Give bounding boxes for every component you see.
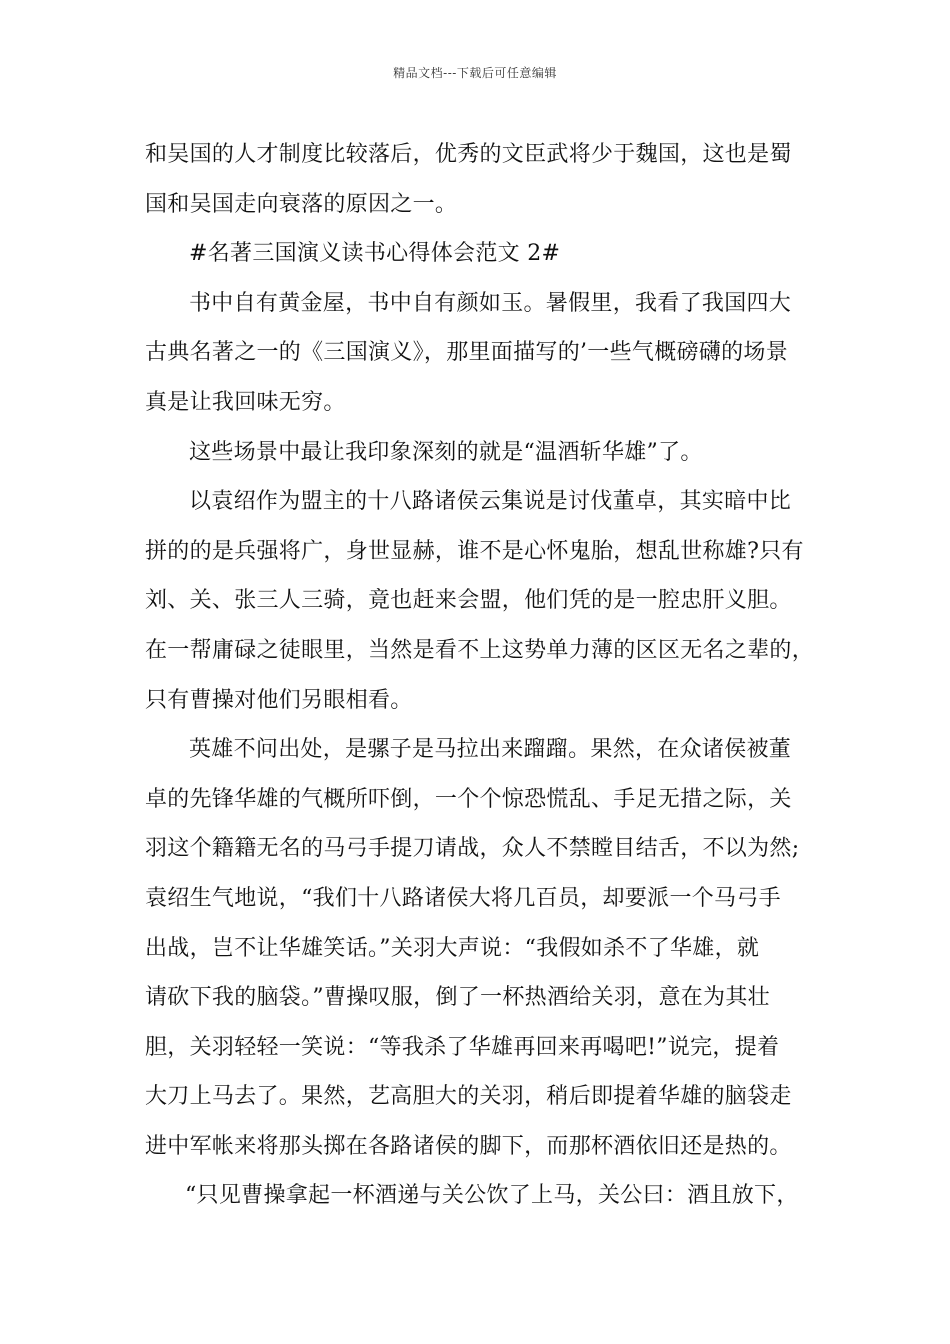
text-line: 和吴国的人才制度比较落后，优秀的文臣武将少于魏国，这也是蜀	[145, 142, 792, 167]
page-header: 精品文档---下载后可任意编辑	[393, 66, 557, 80]
text-line: 英雄不问出处，是骡子是马拉出来蹓蹓。果然，在众诸侯被董	[189, 737, 792, 763]
text-line: 拼的的是兵强将广，身世显赫，谁不是心怀鬼胎，想乱世称雄?只有	[145, 538, 804, 564]
text-line: 请砍下我的脑袋。”曹操叹服，倒了一杯热酒给关羽，意在为其壮	[145, 985, 770, 1011]
text-line: 古典名著之一的《三国演义》，那里面描写的’一些气概磅礴的场景	[145, 340, 788, 366]
text-line: 这些场景中最让我印象深刻的就是“温酒斩华雄”了。	[189, 439, 703, 465]
text-line: “只见曹操拿起一杯酒递与关公饮了上马，关公曰：酒且放下，	[185, 1183, 799, 1209]
body-text	[145, 130, 825, 1221]
text-line: 书中自有黄金屋，书中自有颜如玉。暑假里，我看了我国四大	[189, 290, 792, 316]
text-line: 出战，岂不让华雄笑话。”关羽大声说：“我假如杀不了华雄，就	[145, 935, 760, 961]
text-line: 刘、关、张三人三骑，竟也赶来会盟，他们凭的是一腔忠肝义胆。	[145, 588, 792, 614]
text-line: 胆，关羽轻轻一笑说：“等我杀了华雄再回来再喝吧!”说完，提着	[145, 1034, 780, 1060]
text-line: 以袁绍作为盟主的十八路诸侯云集说是讨伐董卓，其实暗中比	[189, 489, 792, 515]
text-line: 大刀上马去了。果然，艺高胆大的关羽，稍后即提着华雄的脑袋走	[145, 1084, 792, 1110]
text-line: 羽这个籍籍无名的马弓手提刀请战，众人不禁瞠目结舌，不以为然;	[145, 836, 800, 862]
section-heading: #名著三国演义读书心得体会范文 2#	[189, 241, 561, 267]
text-line: 只有曹操对他们另眼相看。	[145, 687, 413, 713]
text-line: 在一帮庸碌之徒眼里，当然是看不上这势单力薄的区区无名之辈的，	[145, 637, 815, 663]
text-line: 国和吴国走向衰落的原因之一。	[145, 191, 458, 217]
text-line: 卓的先锋华雄的气概所吓倒，一个个惊恐慌乱、手足无措之际，关	[145, 786, 792, 812]
text-line: 真是让我回味无穷。	[145, 389, 346, 415]
text-line: 进中军帐来将那头掷在各路诸侯的脚下，而那杯酒依旧还是热的。	[145, 1133, 792, 1159]
text-line: 袁绍生气地说，“我们十八路诸侯大将几百员，却要派一个马弓手	[145, 885, 781, 911]
